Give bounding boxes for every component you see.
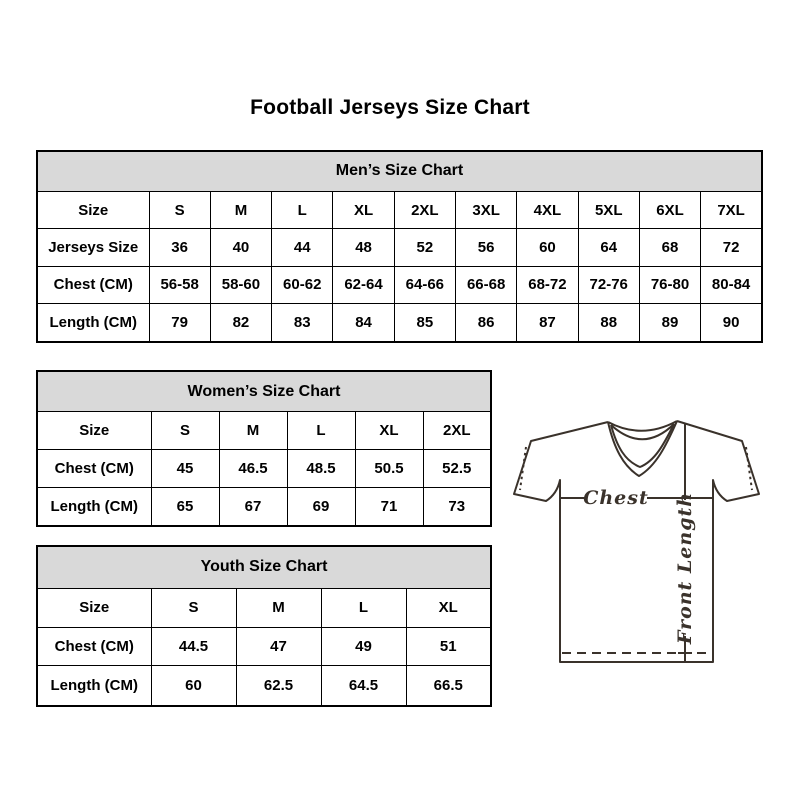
table-cell: 79 bbox=[149, 304, 210, 342]
table-cell: 90 bbox=[701, 304, 762, 342]
table-cell: 64 bbox=[578, 229, 639, 266]
youth-table-title: Youth Size Chart bbox=[37, 546, 491, 588]
row-label-cell: Chest (CM) bbox=[37, 266, 149, 303]
table-cell: S bbox=[151, 412, 219, 450]
table-cell: 49 bbox=[321, 627, 406, 666]
chest-label: Chest bbox=[583, 487, 649, 509]
table-header-row bbox=[37, 371, 491, 412]
table-cell: 56-58 bbox=[149, 266, 210, 303]
table-cell: 89 bbox=[639, 304, 700, 342]
table-row bbox=[37, 487, 491, 526]
womens-table-title: Women’s Size Chart bbox=[37, 371, 491, 412]
table-cell: 47 bbox=[236, 627, 321, 666]
table-cell: 87 bbox=[517, 304, 578, 342]
table-cell: 84 bbox=[333, 304, 394, 342]
table-cell: 67 bbox=[219, 487, 287, 526]
row-label-cell: Length (CM) bbox=[37, 487, 151, 526]
table-cell: 48 bbox=[333, 229, 394, 266]
womens-size-table bbox=[36, 370, 492, 527]
table-cell: XL bbox=[333, 191, 394, 228]
table-cell: 5XL bbox=[578, 191, 639, 228]
table-cell: 6XL bbox=[639, 191, 700, 228]
table-cell: 40 bbox=[210, 229, 271, 266]
table-cell: 60 bbox=[151, 666, 236, 706]
table-cell: XL bbox=[355, 412, 423, 450]
table-cell: 73 bbox=[423, 487, 491, 526]
table-row bbox=[37, 191, 762, 228]
table-row bbox=[37, 588, 491, 627]
table-cell: 62.5 bbox=[236, 666, 321, 706]
row-label-cell: Length (CM) bbox=[37, 304, 149, 342]
table-cell: 68 bbox=[639, 229, 700, 266]
table-cell: 46.5 bbox=[219, 450, 287, 488]
table-header-row bbox=[37, 151, 762, 191]
row-label-cell: Size bbox=[37, 588, 151, 627]
table-header-row bbox=[37, 546, 491, 588]
row-label-cell: Length (CM) bbox=[37, 666, 151, 706]
table-cell: 83 bbox=[272, 304, 333, 342]
table-cell: M bbox=[210, 191, 271, 228]
table-cell: 88 bbox=[578, 304, 639, 342]
mens-size-table bbox=[36, 150, 763, 343]
table-cell: XL bbox=[406, 588, 491, 627]
table-row bbox=[37, 666, 491, 706]
table-cell: 44.5 bbox=[151, 627, 236, 666]
table-cell: 69 bbox=[287, 487, 355, 526]
table-cell: 52 bbox=[394, 229, 455, 266]
table-cell: 64.5 bbox=[321, 666, 406, 706]
table-cell: L bbox=[287, 412, 355, 450]
table-cell: 76-80 bbox=[639, 266, 700, 303]
table-cell: 2XL bbox=[423, 412, 491, 450]
row-label-cell: Chest (CM) bbox=[37, 627, 151, 666]
table-cell: 50.5 bbox=[355, 450, 423, 488]
table-cell: 51 bbox=[406, 627, 491, 666]
table-cell: 36 bbox=[149, 229, 210, 266]
table-cell: 62-64 bbox=[333, 266, 394, 303]
jersey-diagram bbox=[510, 420, 762, 665]
front-length-label: Front Length bbox=[674, 491, 696, 645]
table-cell: 48.5 bbox=[287, 450, 355, 488]
page-title: Football Jerseys Size Chart bbox=[250, 96, 530, 119]
table-cell: 56 bbox=[455, 229, 516, 266]
table-row bbox=[37, 450, 491, 488]
table-cell: 68-72 bbox=[517, 266, 578, 303]
table-cell: M bbox=[236, 588, 321, 627]
table-cell: 64-66 bbox=[394, 266, 455, 303]
table-cell: 72-76 bbox=[578, 266, 639, 303]
table-row bbox=[37, 304, 762, 342]
youth-size-table bbox=[36, 545, 492, 707]
table-cell: 86 bbox=[455, 304, 516, 342]
row-label-cell: Size bbox=[37, 412, 151, 450]
mens-table-title: Men’s Size Chart bbox=[37, 151, 762, 191]
table-cell: 45 bbox=[151, 450, 219, 488]
table-cell: L bbox=[321, 588, 406, 627]
table-cell: 58-60 bbox=[210, 266, 271, 303]
table-cell: M bbox=[219, 412, 287, 450]
table-cell: 4XL bbox=[517, 191, 578, 228]
table-cell: S bbox=[151, 588, 236, 627]
table-cell: 80-84 bbox=[701, 266, 762, 303]
table-cell: 72 bbox=[701, 229, 762, 266]
jersey-outline bbox=[514, 421, 759, 662]
table-cell: 52.5 bbox=[423, 450, 491, 488]
table-cell: 44 bbox=[272, 229, 333, 266]
row-label-cell: Size bbox=[37, 191, 149, 228]
row-label-cell: Chest (CM) bbox=[37, 450, 151, 488]
table-cell: 82 bbox=[210, 304, 271, 342]
table-cell: 3XL bbox=[455, 191, 516, 228]
table-cell: 60 bbox=[517, 229, 578, 266]
table-cell: 2XL bbox=[394, 191, 455, 228]
table-cell: 65 bbox=[151, 487, 219, 526]
table-cell: 7XL bbox=[701, 191, 762, 228]
table-cell: 71 bbox=[355, 487, 423, 526]
row-label-cell: Jerseys Size bbox=[37, 229, 149, 266]
table-cell: S bbox=[149, 191, 210, 228]
table-cell: 66-68 bbox=[455, 266, 516, 303]
table-cell: 66.5 bbox=[406, 666, 491, 706]
table-row bbox=[37, 229, 762, 266]
table-cell: L bbox=[272, 191, 333, 228]
table-cell: 60-62 bbox=[272, 266, 333, 303]
table-row bbox=[37, 627, 491, 666]
table-cell: 85 bbox=[394, 304, 455, 342]
table-row bbox=[37, 412, 491, 450]
table-row bbox=[37, 266, 762, 303]
